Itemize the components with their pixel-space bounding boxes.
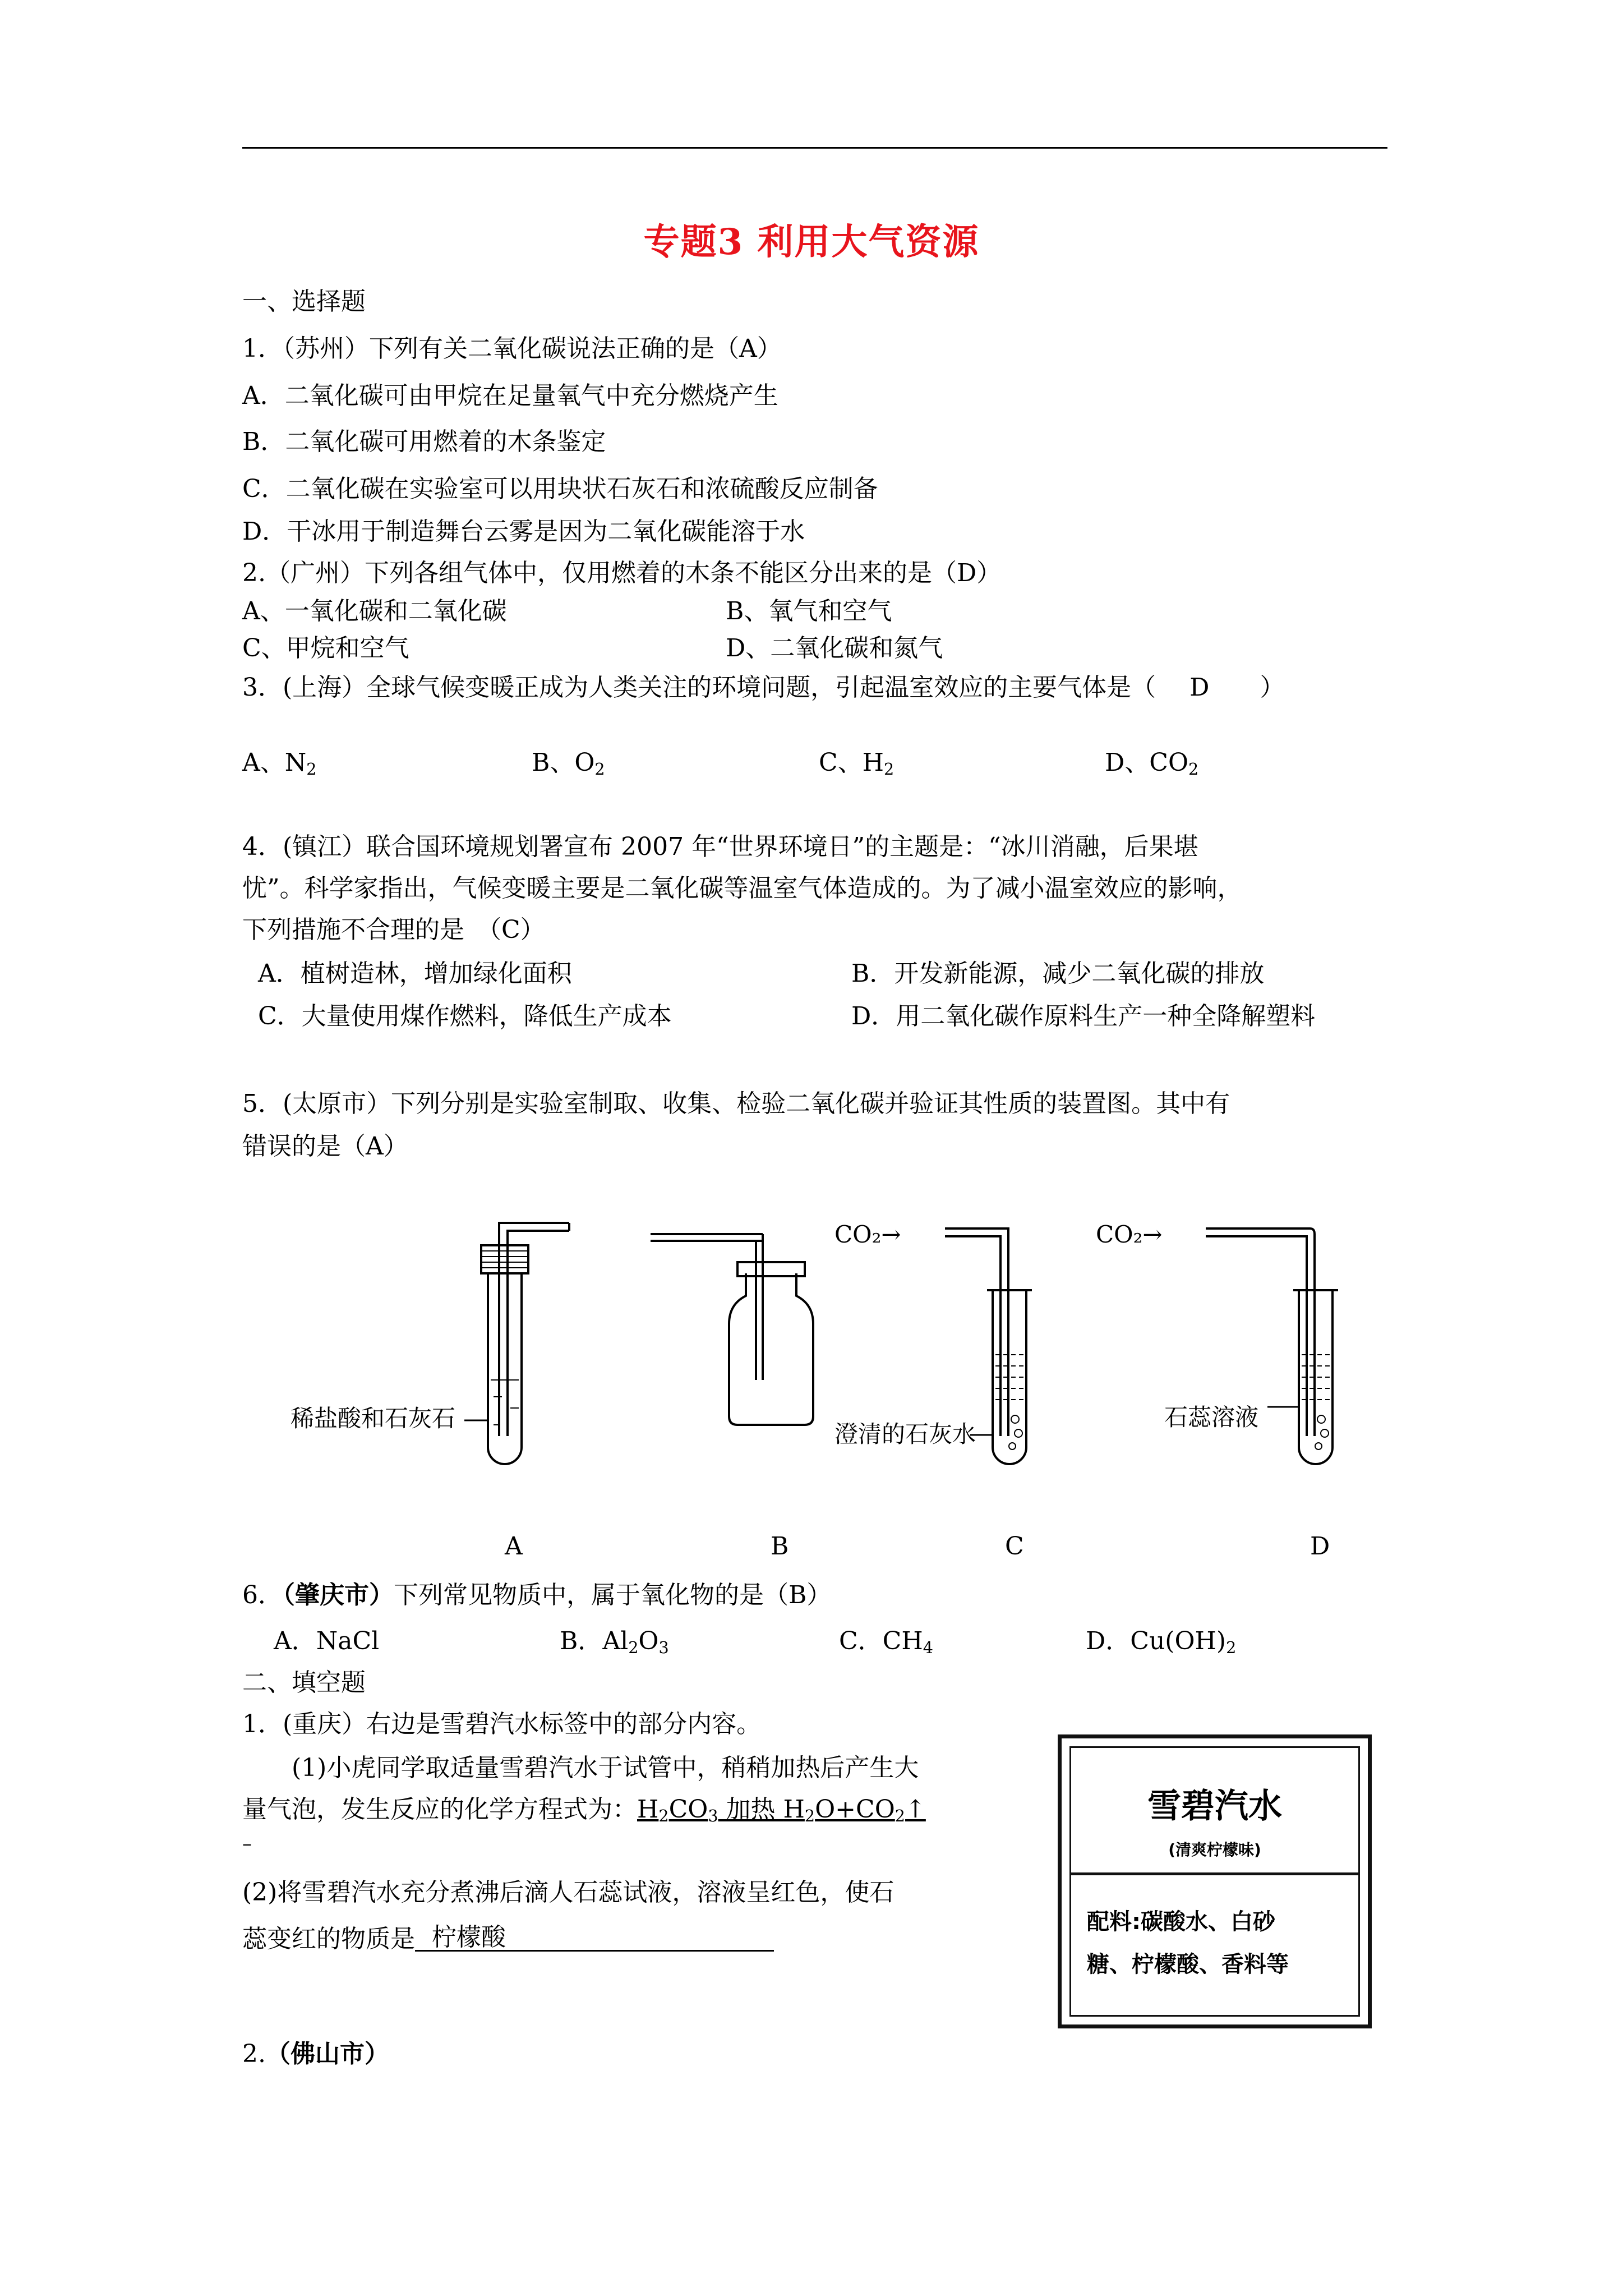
q3-stem-text: 3．(上海）全球气候变暖正成为人类关注的环境问题，引起温室效应的主要气体是（ <box>242 673 1156 702</box>
q1-option-a: A．二氧化碳可由甲烷在足量氧气中充分燃烧产生 <box>242 381 778 410</box>
q4-line-3: 下列措施不合理的是 （C） <box>242 915 545 944</box>
page-title: 专题3 利用大气资源 <box>643 221 980 263</box>
q3-answer: D <box>1189 673 1210 702</box>
q6-option-d: D．$Cu(OH)_2$ <box>1086 1627 1237 1658</box>
sprite-label-ingredients-line2: 糖、柠檬酸、香料等 <box>1087 1952 1289 1977</box>
fill1-part2-line2: 蕊变红的物质是 柠檬酸 <box>242 1925 774 1952</box>
q6-option-b: B．$Al_2O_3$ <box>560 1627 669 1658</box>
q6-number: 6． <box>242 1581 283 1609</box>
q6-stem-text: 下列常见物质中，属于氧化物的是（B） <box>394 1581 832 1609</box>
q2-option-b: B、氧气和空气 <box>726 597 892 625</box>
sprite-label-title: 雪碧汽水 <box>1147 1787 1282 1826</box>
fill1-part1-line2: 量气泡，发生反应的化学方程式为：$H_2CO_3$ 加热 $H_2O+CO_2↑$ <box>242 1797 943 1824</box>
fill1-equation: $H_2CO_3$ 加热 $H_2O+CO_2↑$ <box>637 1795 926 1826</box>
fill2-city: （佛山市） <box>265 2040 389 2068</box>
sprite-label-image <box>1058 1734 1372 2028</box>
q2-option-c: C、甲烷和空气 <box>242 634 409 662</box>
sprite-label-subtitle: (清爽柠檬味) <box>1168 1841 1261 1859</box>
q6-stem <box>242 1583 831 1608</box>
q2-option-d: D、二氧化碳和氮气 <box>726 634 943 662</box>
q3-stem <box>242 675 1284 700</box>
fill1-part2-line1: (2)将雪碧汽水充分煮沸后滴人石蕊试液，溶液呈红色，使石 <box>242 1878 895 1907</box>
q1-stem: 1．（苏州）下列有关二氧化碳说法正确的是（A） <box>242 334 782 363</box>
q2-stem: 2.（广州）下列各组气体中，仅用燃着的木条不能区分出来的是（D） <box>242 559 1002 587</box>
q4-option-b: B．开发新能源，减少二氧化碳的排放 <box>851 959 1265 988</box>
fill1-answer: 柠檬酸 <box>432 1923 506 1952</box>
sprite-label-inner <box>1069 1746 1360 2017</box>
figure-letter-d: D <box>1310 1532 1330 1561</box>
q5-line-2: 错误的是（A） <box>242 1132 408 1161</box>
fill2-number: 2. <box>242 2040 266 2068</box>
q1-option-b: B．二氧化碳可用燃着的木条鉴定 <box>242 427 606 456</box>
q3-close: ） <box>1260 673 1285 702</box>
q4-option-d: D．用二氧化碳作原料生产一种全降解塑料 <box>851 1002 1316 1030</box>
q4-line-1: 4．(镇江）联合国环境规划署宣布 2007 年“世界环境日”的主题是：“冰川消融，后果堪 <box>242 832 1198 861</box>
q6-city: （肇庆市） <box>283 1581 394 1609</box>
sprite-label-ingredients-line1: 配料:碳酸水、白砂 <box>1087 1909 1275 1935</box>
figure-letter-c: C <box>1005 1532 1024 1561</box>
q6-option-a: A．NaCl <box>274 1627 380 1655</box>
header-rule <box>242 147 1387 149</box>
q4-option-c: C．大量使用煤作燃料，降低生产成本 <box>258 1002 672 1030</box>
co2-label-d: CO₂→ <box>1096 1221 1163 1248</box>
apparatus-b-bottle <box>651 1234 813 1425</box>
section-heading: 一、选择题 <box>242 287 366 316</box>
q3-option-a: A、$N_2$ <box>242 748 317 779</box>
q3-option-b: B、$O_2$ <box>532 748 605 779</box>
q3-option-c: C、$H_2$ <box>819 748 895 779</box>
fill1-answer-blank <box>415 1925 774 1952</box>
q6-option-c: C．$CH_4$ <box>839 1627 933 1658</box>
apparatus-a-tube <box>464 1223 569 1464</box>
label-limewater: 澄清的石灰水 <box>834 1420 976 1448</box>
q1-option-c: C．二氧化碳在实验室可以用块状石灰石和浓硫酸反应制备 <box>242 475 878 503</box>
section-heading-2: 二、填空题 <box>242 1668 366 1697</box>
figure-letter-b: B <box>771 1532 789 1561</box>
fill1-stem: 1．(重庆）右边是雪碧汽水标签中的部分内容。 <box>242 1710 762 1738</box>
q5-line-1: 5．(太原市）下列分别是实验室制取、收集、检验二氧化碳并验证其性质的装置图。其中有 <box>242 1089 1230 1118</box>
q2-option-a: A、一氧化碳和二氧化碳 <box>242 597 507 625</box>
figure-letter-a: A <box>505 1532 523 1561</box>
q3-option-d: D、$CO_2$ <box>1105 748 1199 779</box>
sprite-label-divider <box>1071 1872 1358 1875</box>
q4-line-2: 忧”。科学家指出，气候变暖主要是二氧化碳等温室气体造成的。为了减小温室效应的影响， <box>242 874 1242 903</box>
co2-label-c: CO₂→ <box>834 1221 901 1248</box>
q1-option-d: D．干冰用于制造舞台云雾是因为二氧化碳能溶于水 <box>242 517 805 546</box>
fill1-dash: – <box>242 1833 252 1855</box>
fill2-stem <box>242 2042 389 2067</box>
q4-option-a: A．植树造林，增加绿化面积 <box>258 959 572 988</box>
sprite-label-ingredients <box>1087 1901 1347 1986</box>
label-acid-limestone: 稀盐酸和石灰石 <box>291 1405 456 1432</box>
fill1-part1-line1: (1)小虎同学取适量雪碧汽水于试管中，稍稍加热后产生大 <box>292 1754 919 1782</box>
label-litmus: 石蕊溶液 <box>1164 1404 1259 1431</box>
